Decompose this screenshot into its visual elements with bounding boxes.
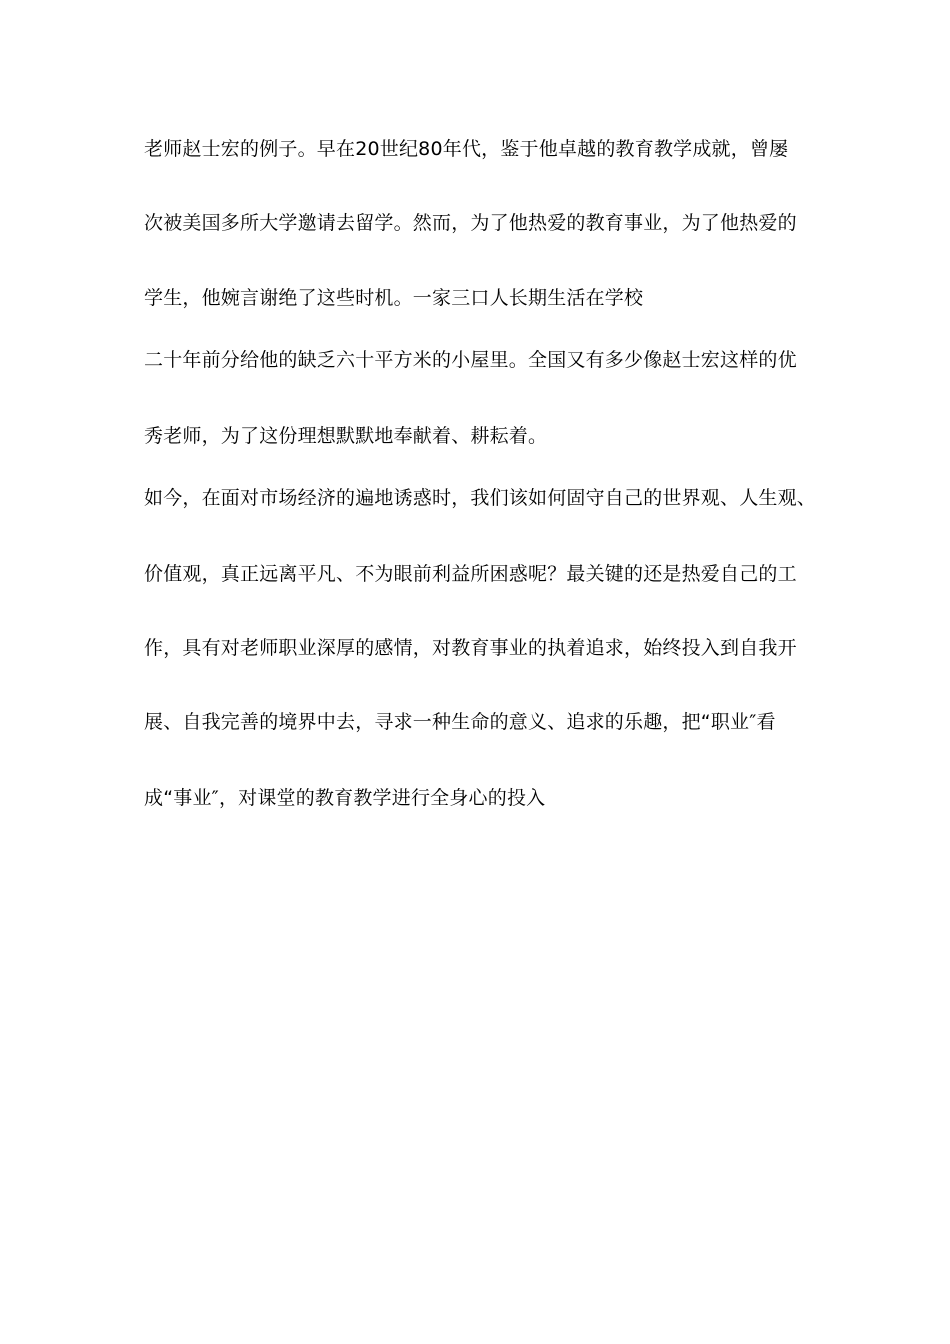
text-line: 学生，他婉言谢绝了这些时机。一家三口人长期生活在学校 [144,287,644,309]
text-line: 成“事业″，对课堂的教育教学进行全身心的投入 [144,787,546,809]
text-line: 作，具有对老师职业深厚的感情，对教育事业的执着追求，始终投入到自我开 [144,637,797,659]
text-line: 秀老师，为了这份理想默默地奉献着、耕耘着。 [144,425,548,447]
text-line: 展、自我完善的境界中去，寻求一种生命的意义、追求的乐趣，把“职业″看 [144,711,776,733]
text-line: 如今，在面对市场经济的遍地诱惑时，我们该如何固守自己的世界观、人生观、 [144,487,817,509]
text-line: 次被美国多所大学邀请去留学。然而，为了他热爱的教育事业，为了他热爱的 [144,212,797,234]
text-line: 二十年前分给他的缺乏六十平方米的小屋里。全国又有多少像赵士宏这样的优 [144,349,797,371]
text-line: 价值观，真正远离平凡、不为眼前利益所困惑呢？最关键的还是热爱自己的工 [144,563,797,585]
text-line: 老师赵士宏的例子。早在20世纪80年代，鉴于他卓越的教育教学成就，曾屡 [144,138,789,160]
